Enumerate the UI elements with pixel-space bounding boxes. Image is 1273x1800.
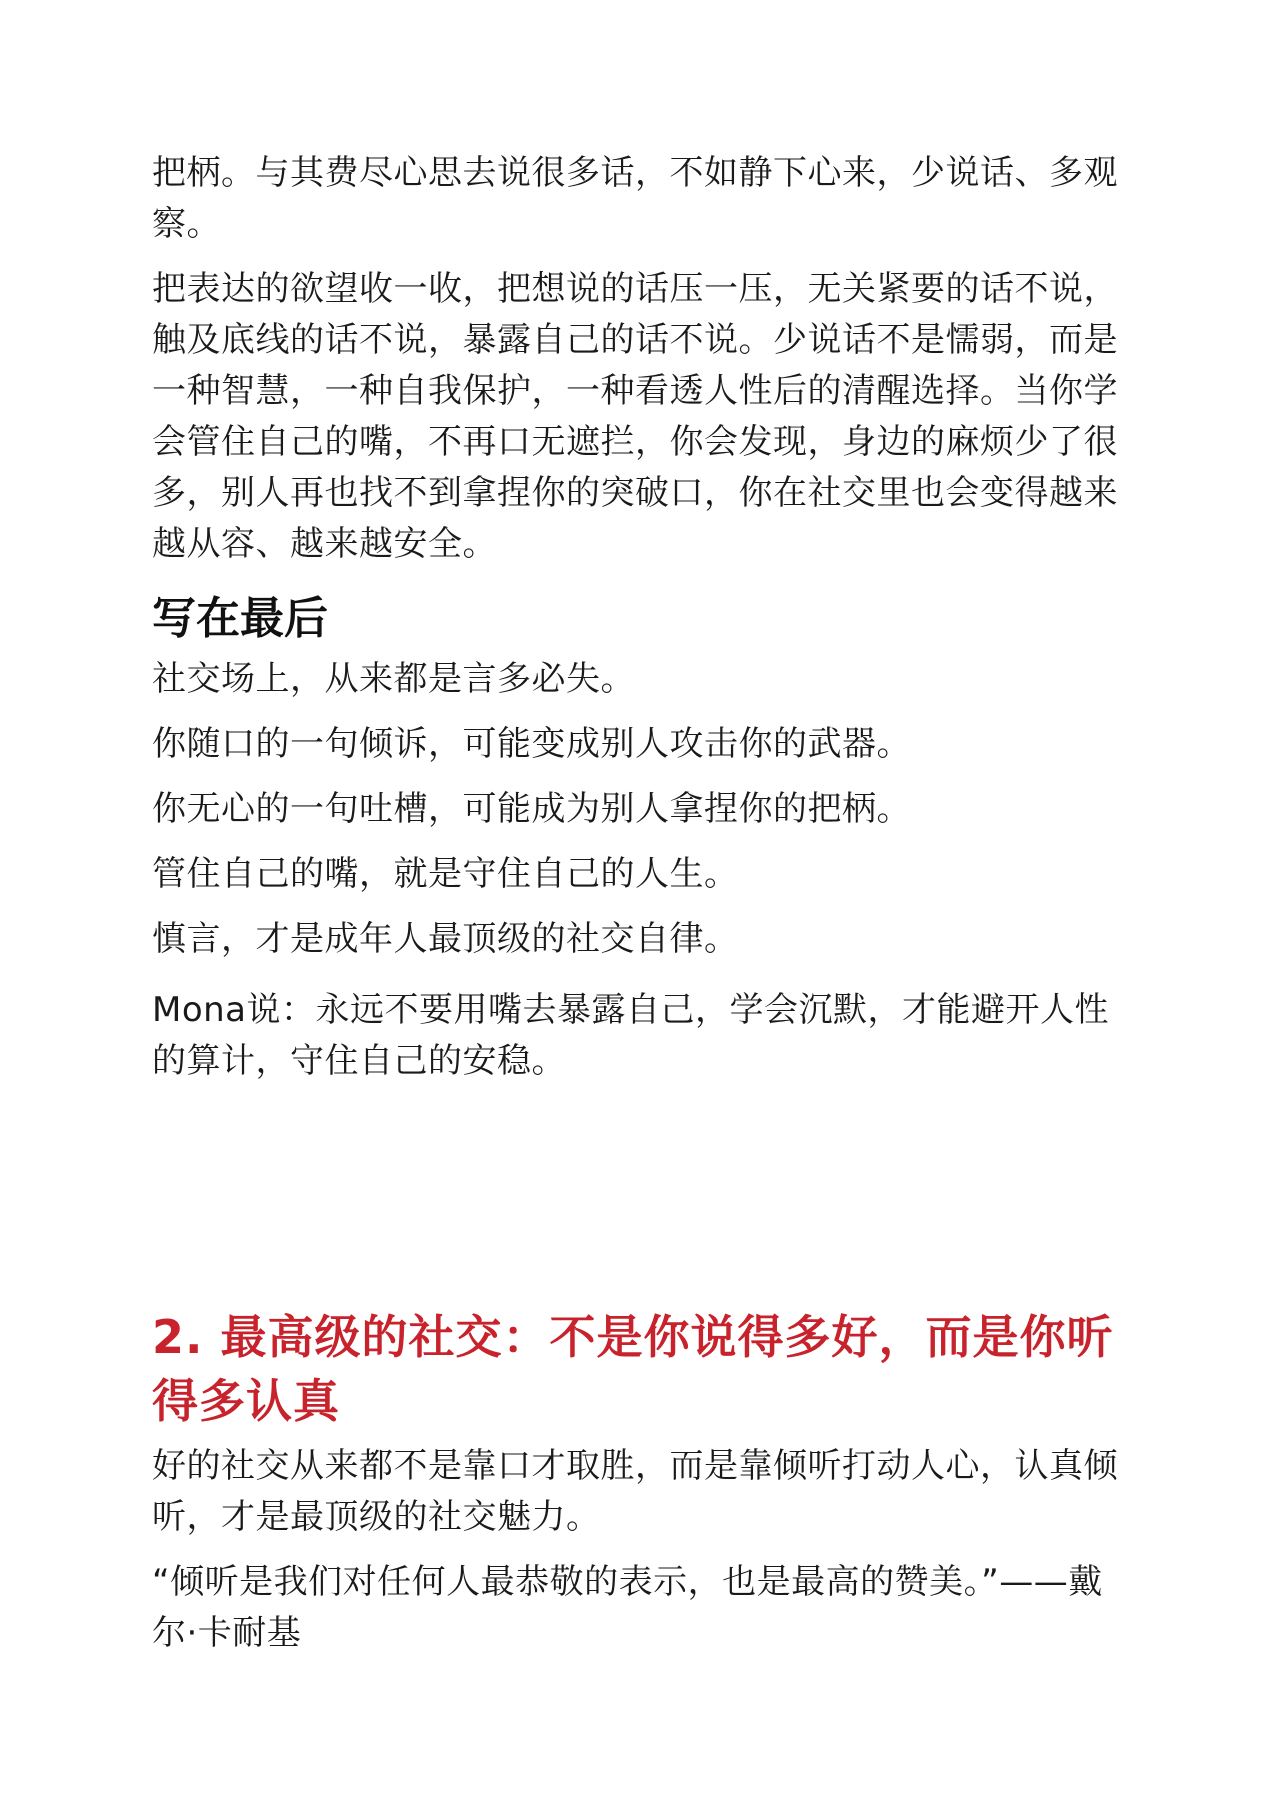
statement-line: 社交场上，从来都是言多必失。	[152, 659, 635, 699]
section-heading-listening: 2. 最高级的社交：不是你说得多好，而是你听得多认真	[152, 1310, 1114, 1428]
section-heading-final: 写在最后	[152, 593, 328, 644]
statement-line: 你无心的一句吐槽，可能成为别人拿捏你的把柄。	[152, 789, 911, 829]
document-page	[152, 148, 1124, 1659]
paragraph-restrain-expression: 把表达的欲望收一收，把想说的话压一压，无关紧要的话不说，触及底线的话不说，暴露自己的话不说。少说话不是懦弱，而是一种智慧，一种自我保护，一种看透人性后的清醒选择。当你学会管住自己的嘴，不再口无遮拦，你会发现，身边的麻烦少了很多，别人再也找不到拿捏你的突破口，你在社交里也会变得越来越从容、越来越安全。	[152, 269, 1118, 564]
statement-line: 管住自己的嘴，就是守住自己的人生。	[152, 854, 739, 894]
paragraph-listening-intro: 好的社交从来都不是靠口才取胜，而是靠倾听打动人心，认真倾听，才是最顶级的社交魅力。	[152, 1446, 1118, 1537]
statement-line: 你随口的一句倾诉，可能变成别人攻击你的武器。	[152, 724, 911, 764]
mona-note: Mona说：永远不要用嘴去暴露自己，学会沉默，才能避开人性的算计，守住自己的安稳。	[152, 990, 1110, 1081]
carnegie-quote: “倾听是我们对任何人最恭敬的表示，也是最高的赞美。”——戴尔·卡耐基	[152, 1562, 1103, 1653]
statement-line: 慎言，才是成年人最顶级的社交自律。	[152, 919, 739, 959]
paragraph-handle-observe: 把柄。与其费尽心思去说很多话，不如静下心来，少说话、多观察。	[152, 153, 1118, 244]
